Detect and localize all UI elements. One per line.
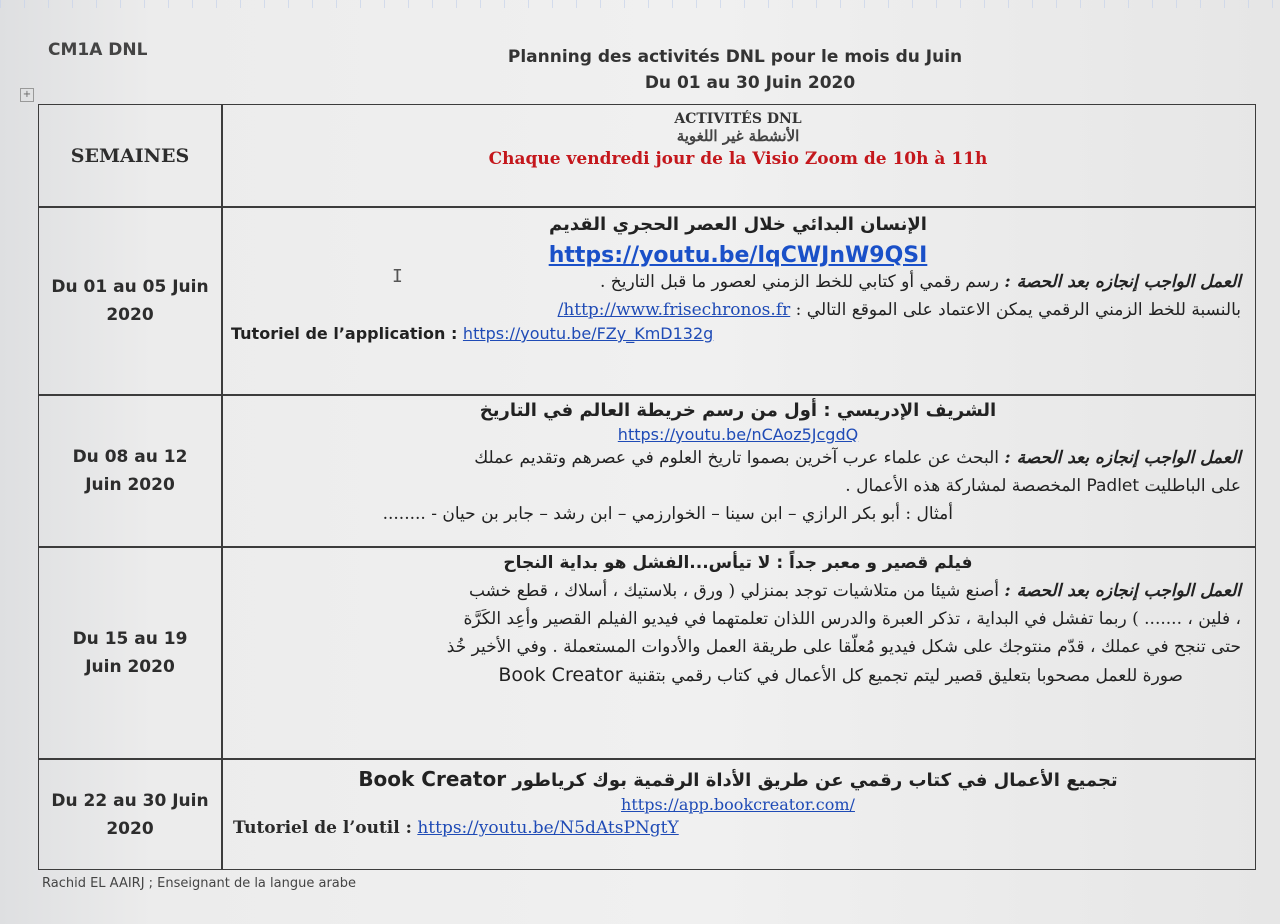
week-year: 2020	[106, 818, 154, 839]
activity-title	[223, 765, 1253, 795]
table-move-handle-icon[interactable]: +	[20, 88, 34, 102]
week-dates: Du 08 au 12	[72, 447, 188, 467]
author-footer: Rachid EL AAIRJ ; Enseignant de la langue arabe	[42, 876, 356, 891]
padlet-text-after: المخصصة لمشاركة هذه الأعمال .	[845, 476, 1082, 496]
week-dates: Du 01 au 05 Juin	[51, 277, 209, 297]
ruler	[0, 0, 1280, 8]
tutorial-line	[223, 324, 1253, 343]
row-divider	[39, 206, 1255, 208]
site-line	[223, 296, 1253, 324]
task-line	[223, 577, 1253, 605]
week-cell	[39, 548, 221, 758]
activity-title: الإنسان البدائي خلال العصر الحجري القديم	[549, 214, 927, 235]
tutorial-link[interactable]: https://youtu.be/N5dAtsPNgtY	[417, 818, 679, 838]
activity-cell	[223, 397, 1253, 528]
week-year: Juin 2020	[85, 657, 175, 677]
row-divider	[39, 546, 1255, 548]
week-dates: Du 15 au 19	[72, 629, 188, 649]
bookcreator-link[interactable]: https://app.bookcreator.com/	[621, 795, 855, 814]
tutorial-label: Tutoriel de l’application :	[231, 324, 458, 343]
week-cell	[39, 208, 221, 394]
task-line-4-text: صورة للعمل مصحوبا بتعليق قصير ليتم تجميع كل الأعمال في كتاب رقمي بتقنية	[627, 666, 1183, 686]
examples-line: أمثال : أبو بكر الرازي – ابن سينا – الخوارزمي – ابن رشد – جابر بن حيان - ........	[382, 504, 953, 524]
video-link[interactable]: https://youtu.be/lqCWJnW9QSI	[548, 243, 928, 268]
activities-header-ar: الأنشطة غير اللغوية	[676, 127, 800, 145]
activity-title-text: تجميع الأعمال في كتاب رقمي عن طريق الأداة الرقمية بوك كرياطور	[512, 770, 1118, 791]
weeks-header: SEMAINES	[70, 144, 190, 167]
activities-header	[223, 111, 1253, 169]
tutorial-label: Tutoriel de l’outil :	[233, 818, 412, 838]
tutorial-link[interactable]: https://youtu.be/FZy_KmD132g	[462, 324, 714, 343]
activity-title: فيلم قصير و معبر جداً : لا تيأس...الفشل هو بداية النجاح	[503, 553, 973, 573]
document-title	[480, 44, 990, 96]
title-line-1: Planning des activités DNL pour le mois du Juin	[507, 47, 963, 67]
site-text: بالنسبة للخط الزمني الرقمي يمكن الاعتماد على الموقع التالي :	[795, 300, 1241, 320]
text-cursor-icon: I	[392, 266, 403, 287]
task-label: العمل الواجب إنجازه بعد الحصة :	[1004, 448, 1241, 468]
site-link[interactable]: http://www.frisechronos.fr/	[557, 300, 791, 320]
activity-cell	[223, 765, 1253, 838]
task-text: رسم رقمي أو كتابي للخط الزمني لعصور ما قبل التاريخ .	[599, 272, 999, 292]
task-label: العمل الواجب إنجازه بعد الحصة :	[1004, 581, 1241, 601]
task-line	[223, 268, 1253, 296]
week-dates: Du 22 au 30 Juin	[51, 790, 209, 811]
video-link[interactable]: https://youtu.be/nCAoz5JcgdQ	[617, 425, 859, 444]
week-cell	[39, 396, 221, 546]
zoom-schedule-note: Chaque vendredi jour de la Visio Zoom de 10h à 11h	[488, 149, 988, 169]
task-line	[223, 444, 1253, 472]
tutorial-line	[223, 818, 1253, 838]
activity-title: الشريف الإدريسي : أول من رسم خريطة العالم في التاريخ	[479, 400, 997, 421]
task-line-3: حتى تنجح في عملك ، قدّم منتوجك على شكل فيديو مُعلّقا على طريقة العمل والأدوات المستعملة . وفي الأخير خُذ	[446, 637, 1241, 657]
planning-table	[38, 104, 1256, 870]
book-creator-brand: Book Creator	[358, 767, 507, 791]
task-line-2: ، فلين ، ....... ) ربما تفشل في البداية ، تذكر العبرة والدرس اللذان تعلمتهما في فيديو الفيلم القصير وأعِد الكَرَّة	[463, 609, 1241, 629]
row-divider	[39, 394, 1255, 396]
task-text: البحث عن علماء عرب آخرين بصموا تاريخ العلوم في عصرهم وتقديم عملك	[474, 448, 999, 468]
class-label: CM1A DNL	[48, 40, 148, 60]
week-cell	[39, 760, 221, 869]
task-line-4	[223, 661, 1253, 690]
task-text: أصنع شيئا من متلاشيات توجد بمنزلي ( ورق ، بلاستيك ، أسلاك ، قطع خشب	[468, 581, 999, 601]
row-divider	[39, 758, 1255, 760]
week-year: Juin 2020	[85, 475, 175, 495]
activity-cell	[223, 549, 1253, 690]
activities-header-fr: ACTIVITÉS DNL	[674, 111, 802, 127]
week-year: 2020	[106, 305, 154, 325]
title-line-2: Du 01 au 30 Juin 2020	[644, 73, 856, 93]
book-creator-brand: Book Creator	[498, 664, 623, 686]
padlet-text-before: على الباطليت	[1144, 476, 1241, 496]
activity-cell	[223, 211, 1253, 343]
padlet-brand: Padlet	[1086, 476, 1140, 496]
task-label: العمل الواجب إنجازه بعد الحصة :	[1004, 272, 1241, 292]
padlet-line	[223, 472, 1253, 500]
